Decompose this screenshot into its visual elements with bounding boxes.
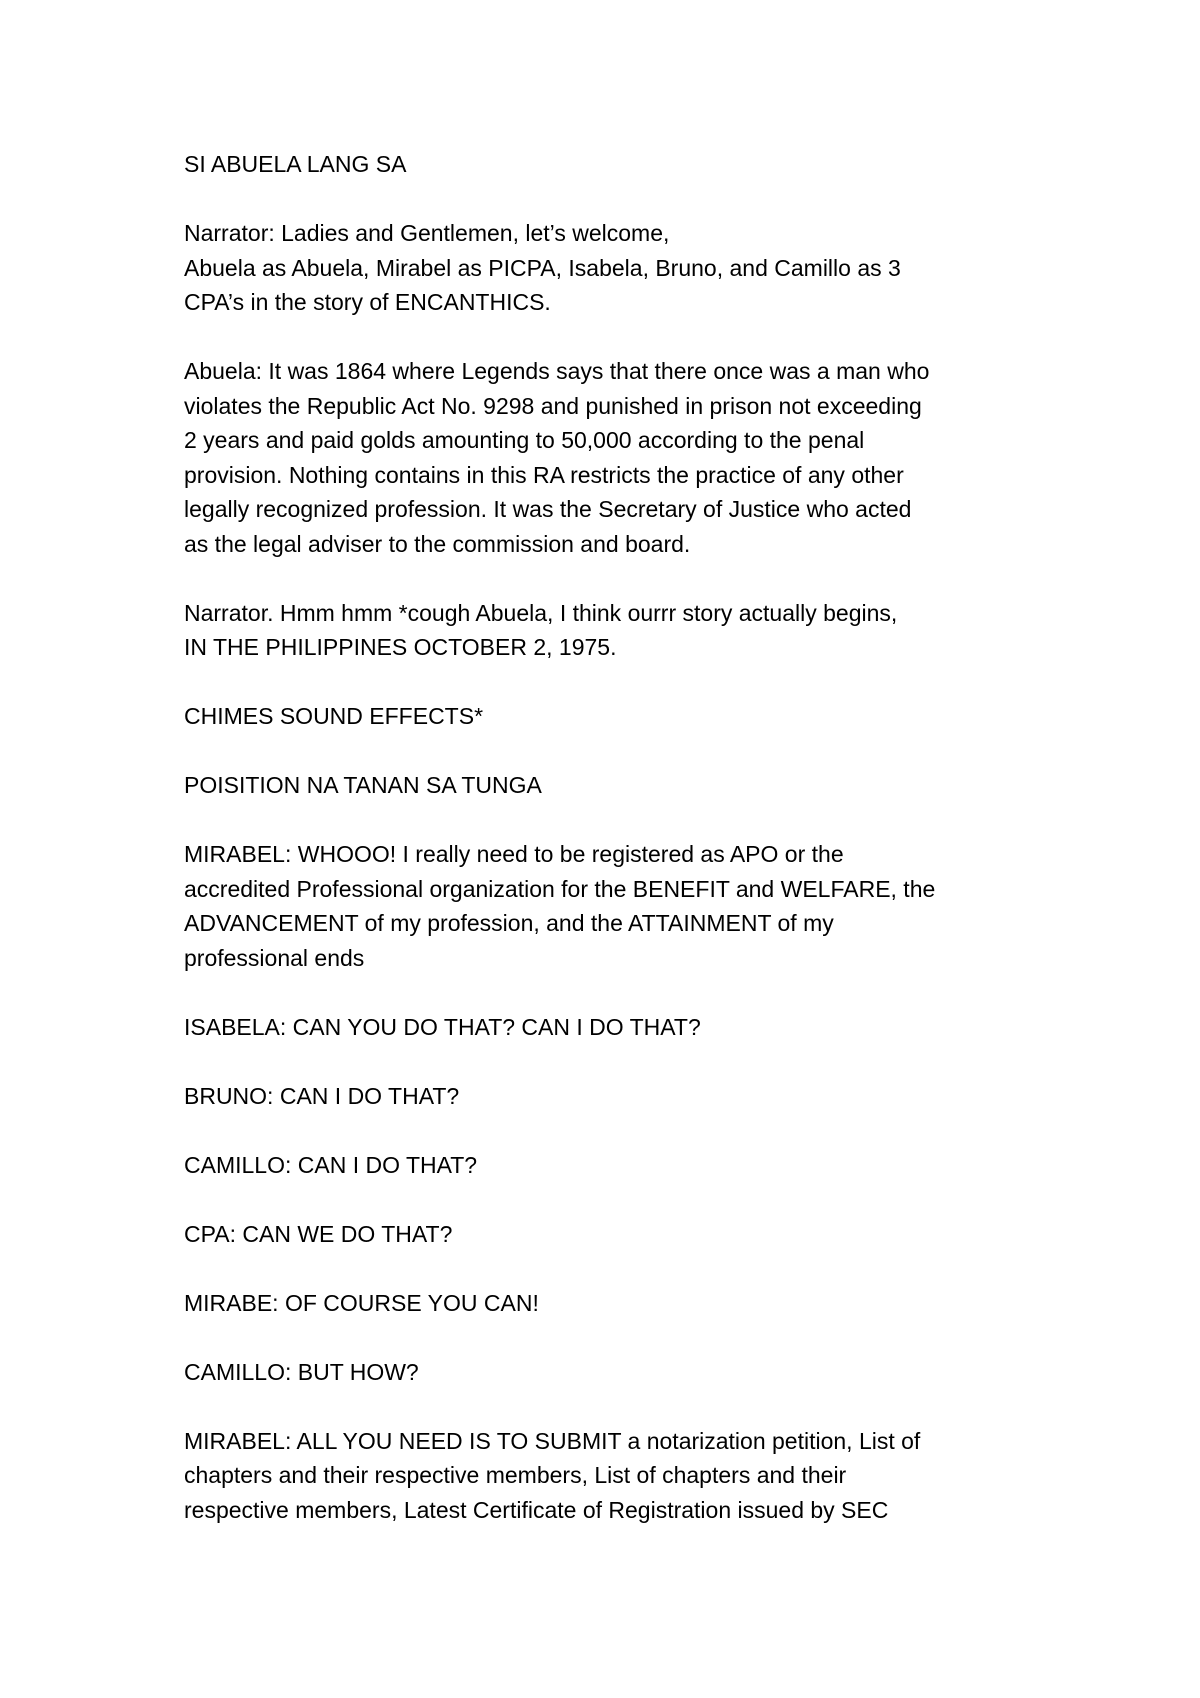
script-line: ISABELA: CAN YOU DO THAT? CAN I DO THAT? bbox=[184, 1013, 701, 1040]
script-line: POISITION NA TANAN SA TUNGA bbox=[184, 772, 542, 798]
script-line: Abuela: It was 1864 where Legends says that there once was a man who bbox=[184, 358, 930, 384]
script-line: MIRABEL: ALL YOU NEED IS TO SUBMIT a notarization petition, List of bbox=[184, 1427, 921, 1454]
script-line: legally recognized profession. It was the Secretary of Justice who acted bbox=[184, 496, 912, 522]
script-line: MIRABEL: WHOOO! I really need to be registered as APO or the bbox=[184, 841, 844, 867]
script-line: Abuela as Abuela, Mirabel as PICPA, Isabela, Bruno, and Camillo as 3 bbox=[184, 254, 901, 281]
paragraph-list bbox=[184, 216, 1044, 1527]
script-line: respective members, Latest Certificate of Registration issued by SEC bbox=[184, 1496, 889, 1523]
script-paragraph bbox=[184, 1355, 1044, 1390]
script-paragraph bbox=[184, 1079, 1044, 1114]
title-line: SI ABUELA LANG SA bbox=[184, 151, 407, 177]
script-line: provision. Nothing contains in this RA restricts the practice of any other bbox=[184, 461, 904, 488]
script-line: IN THE PHILIPPINES OCTOBER 2, 1975. bbox=[184, 634, 617, 660]
script-line: CPA: CAN WE DO THAT? bbox=[184, 1220, 453, 1247]
script-line: CAMILLO: CAN I DO THAT? bbox=[184, 1151, 478, 1178]
script-line: CHIMES SOUND EFFECTS* bbox=[184, 703, 484, 729]
script-paragraph bbox=[184, 596, 1044, 665]
script-line: ADVANCEMENT of my profession, and the ATTAINMENT of my bbox=[184, 910, 834, 936]
script-line: chapters and their respective members, List of chapters and their bbox=[184, 1462, 847, 1488]
script-line: Narrator. Hmm hmm *cough Abuela, I think ourrr story actually begins, bbox=[184, 599, 898, 626]
script-line: BRUNO: CAN I DO THAT? bbox=[184, 1082, 460, 1109]
script-line: professional ends bbox=[184, 944, 365, 971]
script-line: violates the Republic Act No. 9298 and punished in prison not exceeding bbox=[184, 392, 922, 419]
script-paragraph bbox=[184, 837, 1044, 975]
script-paragraph bbox=[184, 699, 1044, 734]
script-paragraph bbox=[184, 354, 1044, 561]
script-paragraph bbox=[184, 1286, 1044, 1321]
script-line: MIRABE: OF COURSE YOU CAN! bbox=[184, 1289, 539, 1316]
script-line: as the legal adviser to the commission and board. bbox=[184, 530, 691, 557]
script-paragraph bbox=[184, 1217, 1044, 1252]
script-line: accredited Professional organization for the BENEFIT and WELFARE, the bbox=[184, 875, 936, 902]
document-body bbox=[184, 147, 1044, 1562]
script-line: Narrator: Ladies and Gentlemen, let’s welcome, bbox=[184, 220, 670, 246]
script-paragraph bbox=[184, 216, 1044, 320]
script-paragraph bbox=[184, 1424, 1044, 1528]
document-title bbox=[184, 147, 1044, 182]
script-paragraph bbox=[184, 768, 1044, 803]
script-line: 2 years and paid golds amounting to 50,000 according to the penal bbox=[184, 427, 865, 453]
script-paragraph bbox=[184, 1010, 1044, 1045]
script-paragraph bbox=[184, 1148, 1044, 1183]
script-line: CAMILLO: BUT HOW? bbox=[184, 1358, 419, 1385]
script-line: CPA’s in the story of ENCANTHICS. bbox=[184, 289, 551, 315]
